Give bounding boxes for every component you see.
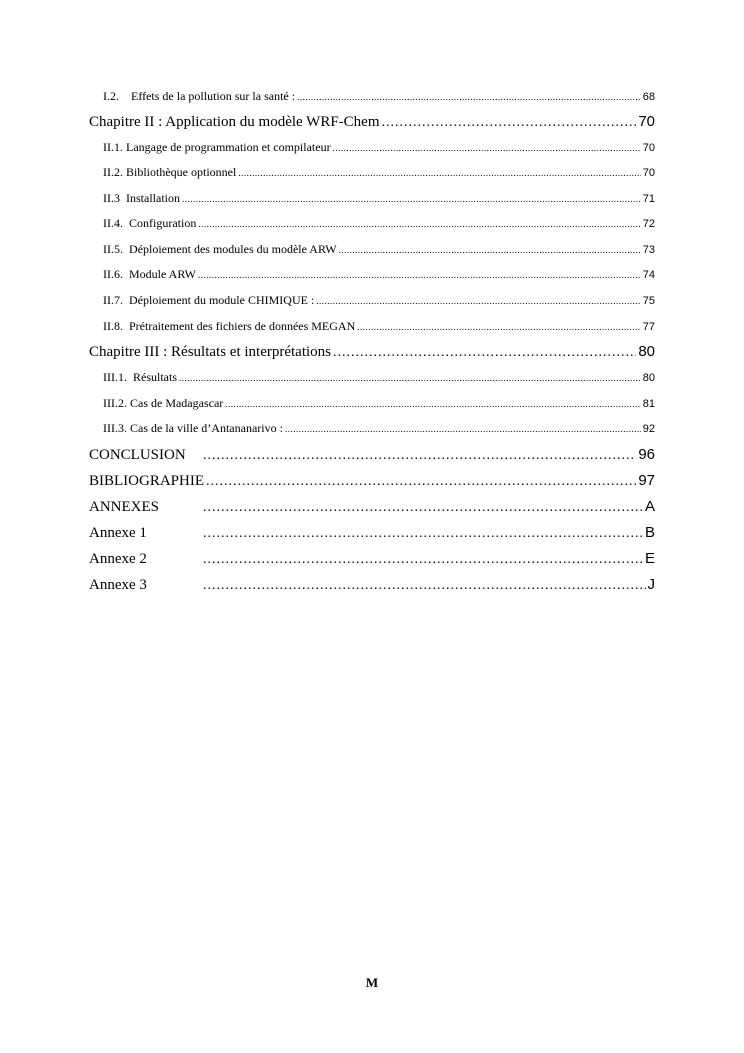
toc-entry-label: II.5. Déploiement des modules du modèle ARW xyxy=(103,242,337,256)
toc-chapter-entry xyxy=(89,550,655,568)
toc-entry-page: 68 xyxy=(642,91,655,103)
toc-entry-page: 96 xyxy=(638,446,655,463)
toc-entry xyxy=(103,89,655,104)
toc-entry xyxy=(103,191,655,206)
toc-entry xyxy=(103,421,655,436)
toc-entry xyxy=(103,293,655,308)
toc-dot-leader xyxy=(382,114,637,131)
toc-dot-leader xyxy=(203,499,643,516)
toc-entry xyxy=(103,370,655,385)
toc-dot-leader xyxy=(225,396,640,411)
toc-entry xyxy=(103,216,655,231)
toc-entry-page: 97 xyxy=(638,472,655,489)
toc-dot-leader xyxy=(238,165,640,180)
toc-entry-label: II.4. Configuration xyxy=(103,216,197,230)
toc-entry-page: 72 xyxy=(642,218,655,230)
toc-dot-leader xyxy=(297,89,641,104)
toc-entry-label: II.7. Déploiement du module CHIMIQUE : xyxy=(103,293,315,307)
toc-dot-leader xyxy=(285,421,641,436)
toc-entry-label: III.1. Résultats xyxy=(103,370,177,384)
toc-entry-page: 70 xyxy=(642,167,655,179)
toc-entry-page: 77 xyxy=(642,321,655,333)
toc-chapter-entry xyxy=(89,113,655,131)
toc-entry-label: CONCLUSION xyxy=(89,447,186,463)
toc-dot-leader xyxy=(333,344,636,361)
toc-entry-page: J xyxy=(647,576,655,593)
toc-entry-label: I.2. Effets de la pollution sur la santé : xyxy=(103,89,296,103)
toc-entry-page: 71 xyxy=(642,193,655,205)
toc-entry-label: Chapitre III : Résultats et interprétations xyxy=(89,344,332,360)
toc-entry-label: Annexe 3 xyxy=(89,577,147,593)
toc-dot-leader xyxy=(357,319,640,334)
toc-entry-page: 80 xyxy=(638,343,655,360)
toc-chapter-entry xyxy=(89,446,655,464)
toc-entry-page: 73 xyxy=(642,244,655,256)
toc-entry-page: 81 xyxy=(642,398,655,410)
toc-dot-leader xyxy=(179,370,641,385)
toc-entry xyxy=(103,396,655,411)
toc-entry-label: III.2. Cas de Madagascar xyxy=(103,396,224,410)
toc-dot-leader xyxy=(206,473,636,490)
toc-dot-leader xyxy=(182,191,641,206)
toc-entry-label: Chapitre II : Application du modèle WRF-Chem xyxy=(89,114,380,130)
toc-chapter-entry xyxy=(89,498,655,516)
toc-entry-page: 70 xyxy=(642,142,655,154)
toc-entry-label: II.8. Prétraitement des fichiers de données MEGAN xyxy=(103,319,356,333)
toc-dot-leader xyxy=(198,267,641,282)
toc-dot-leader xyxy=(198,216,640,231)
toc-chapter-entry xyxy=(89,343,655,361)
toc-entry-label: BIBLIOGRAPHIE xyxy=(89,473,204,489)
toc-dot-leader xyxy=(203,551,643,568)
toc-entry-label: II.3 Installation xyxy=(103,191,180,205)
toc-dot-leader xyxy=(339,242,641,257)
toc-entry-page: E xyxy=(644,550,655,567)
toc-chapter-entry xyxy=(89,472,655,490)
toc-entry-label: III.3. Cas de la ville d’Antananarivo : xyxy=(103,421,283,435)
toc-chapter-entry xyxy=(89,524,655,542)
toc-entry-page: 74 xyxy=(642,269,655,281)
toc-dot-leader xyxy=(203,525,643,542)
toc-entry xyxy=(103,242,655,257)
toc-entry xyxy=(103,319,655,334)
toc-entry-label: II.6. Module ARW xyxy=(103,267,196,281)
toc-dot-leader xyxy=(333,140,641,155)
page-footer-letter: M xyxy=(365,975,379,990)
toc-entry-page: A xyxy=(644,498,655,515)
toc-entry xyxy=(103,267,655,282)
toc-chapter-entry xyxy=(89,576,655,594)
toc-entry-page: 92 xyxy=(642,423,655,435)
toc-entry-label: Annexe 1 xyxy=(89,525,147,541)
toc-entry-page: 70 xyxy=(638,113,655,130)
toc-entry-page: B xyxy=(644,524,655,541)
toc-entry xyxy=(103,165,655,180)
toc-dot-leader xyxy=(316,293,640,308)
toc-entry-label: Annexe 2 xyxy=(89,551,147,567)
toc-entry xyxy=(103,140,655,155)
toc-dot-leader xyxy=(203,577,646,594)
toc-entry-label: II.1. Langage de programmation et compilateur xyxy=(103,140,331,154)
toc-entry-label: ANNEXES xyxy=(89,499,159,515)
toc-dot-leader xyxy=(203,447,636,464)
toc-entry-page: 75 xyxy=(642,295,655,307)
toc-entry-page: 80 xyxy=(642,372,655,384)
toc-entry-label: II.2. Bibliothèque optionnel xyxy=(103,165,237,179)
